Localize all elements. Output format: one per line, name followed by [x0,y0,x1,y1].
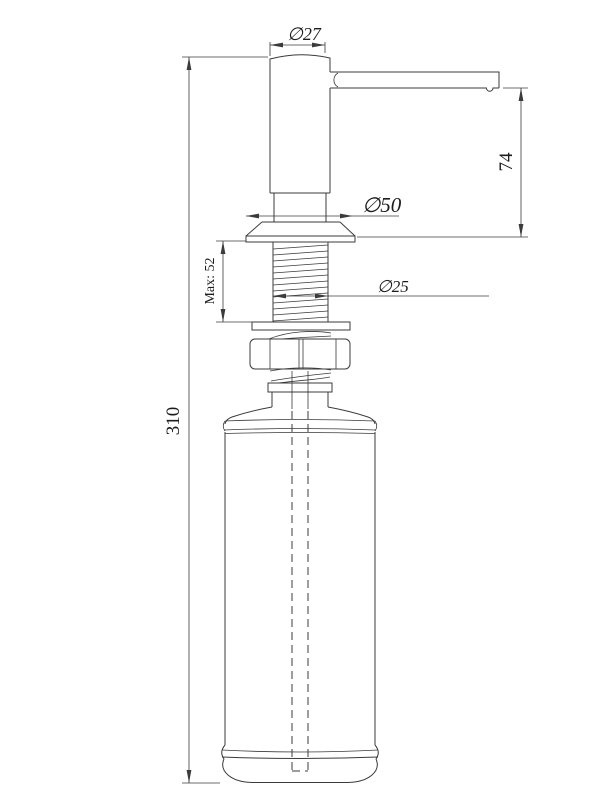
arrow-right-icon [315,294,328,299]
arrow-left-icon [246,214,259,219]
lower-coil [270,368,331,384]
dim-thread-diameter-label: ∅25 [377,277,409,296]
dim-flange-diameter-label: ∅50 [362,193,402,217]
arrow-down-icon [187,770,192,783]
dimension-flange-diameter [246,193,402,218]
arrow-down-icon [221,309,226,322]
bottle-collar [268,383,332,392]
bottle-body [222,407,379,783]
arrow-up-icon [519,88,524,101]
flange [246,222,355,242]
dimension-head-diameter [270,24,325,56]
arrow-right-icon [340,214,353,219]
dimension-thread-diameter [273,277,489,298]
threaded-shank [273,242,328,322]
arrow-down-icon [519,224,524,237]
spout [330,72,499,91]
arrow-up-icon [187,57,192,70]
arrow-left-icon [273,294,286,299]
arrow-up-icon [221,241,226,254]
head-neck [274,193,326,222]
pump-head [270,55,330,193]
dim-max-thickness-label: Max: 52 [203,257,218,305]
spout-root-arc [334,73,338,87]
dim-spout-height-label: 74 [496,152,517,172]
mounting-nut [250,339,350,369]
washer [252,322,350,330]
dim-overall-height-label: 310 [163,406,184,436]
dim-head-diameter-label: ∅27 [287,24,321,44]
dimension-max-thickness [203,241,252,322]
arrow-left-icon [270,43,283,48]
dip-tube [292,411,308,771]
